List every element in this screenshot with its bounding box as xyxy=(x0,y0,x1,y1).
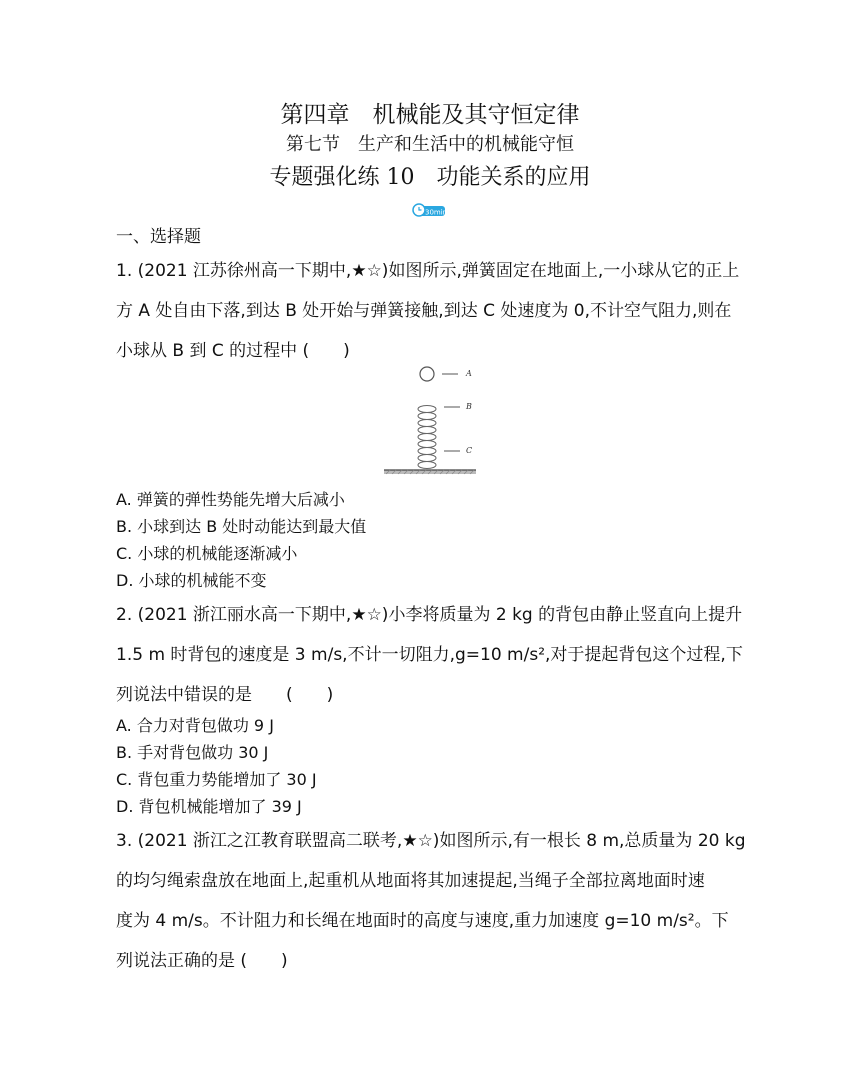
chapter-title: 第四章 机械能及其守恒定律 xyxy=(280,102,580,128)
section-heading: 一、选择题 xyxy=(116,227,201,247)
q2-line-3: 列说法中错误的是 ( ) xyxy=(116,685,334,705)
ball-icon xyxy=(420,367,434,381)
label-b: B xyxy=(466,402,472,411)
q1-line-1: 1. (2021 江苏徐州高一下期中,★☆)如图所示,弹簧固定在地面上,一小球从它的正上 xyxy=(116,261,740,281)
q3-line-2: 的均匀绳索盘放在地面上,起重机从地面将其加速提起,当绳子全部拉离地面时速 xyxy=(116,871,705,891)
spring-figure xyxy=(382,362,478,480)
q1-option-c: C. 小球的机械能逐渐减小 xyxy=(116,544,298,563)
q3-line-4: 列说法正确的是 ( ) xyxy=(116,951,288,971)
q3-line-3: 度为 4 m/s。不计阻力和长绳在地面时的高度与速度,重力加速度 g=10 m/s²。下 xyxy=(116,911,729,931)
q2-line-1: 2. (2021 浙江丽水高一下期中,★☆)小李将质量为 2 kg 的背包由静止竖直向上提升 xyxy=(116,605,743,625)
label-a: A xyxy=(466,369,472,378)
section-title: 第七节 生产和生活中的机械能守恒 xyxy=(286,134,574,155)
q1-option-d: D. 小球的机械能不变 xyxy=(116,571,267,590)
time-badge-text: 30min xyxy=(425,208,446,217)
label-c: C xyxy=(466,446,473,455)
q3-line-1: 3. (2021 浙江之江教育联盟高二联考,★☆)如图所示,有一根长 8 m,总质量为 20 kg xyxy=(116,831,746,851)
q2-option-b: B. 手对背包做功 30 J xyxy=(116,743,269,762)
q2-line-2: 1.5 m 时背包的速度是 3 m/s,不计一切阻力,g=10 m/s²,对于提起背包这个过程,下 xyxy=(116,645,743,665)
q1-option-b: B. 小球到达 B 处时动能达到最大值 xyxy=(116,517,367,536)
q2-option-a: A. 合力对背包做功 9 J xyxy=(116,716,274,735)
clock-badge-icon xyxy=(412,202,446,218)
q1-option-a: A. 弹簧的弹性势能先增大后减小 xyxy=(116,490,345,509)
q1-line-2: 方 A 处自由下落,到达 B 处开始与弹簧接触,到达 C 处速度为 0,不计空气阻力,则在 xyxy=(116,301,732,321)
q2-option-d: D. 背包机械能增加了 39 J xyxy=(116,797,302,816)
q1-line-3: 小球从 B 到 C 的过程中 ( ) xyxy=(116,341,350,361)
q2-option-c: C. 背包重力势能增加了 30 J xyxy=(116,770,317,789)
topic-title: 专题强化练 10 功能关系的应用 xyxy=(269,165,591,190)
